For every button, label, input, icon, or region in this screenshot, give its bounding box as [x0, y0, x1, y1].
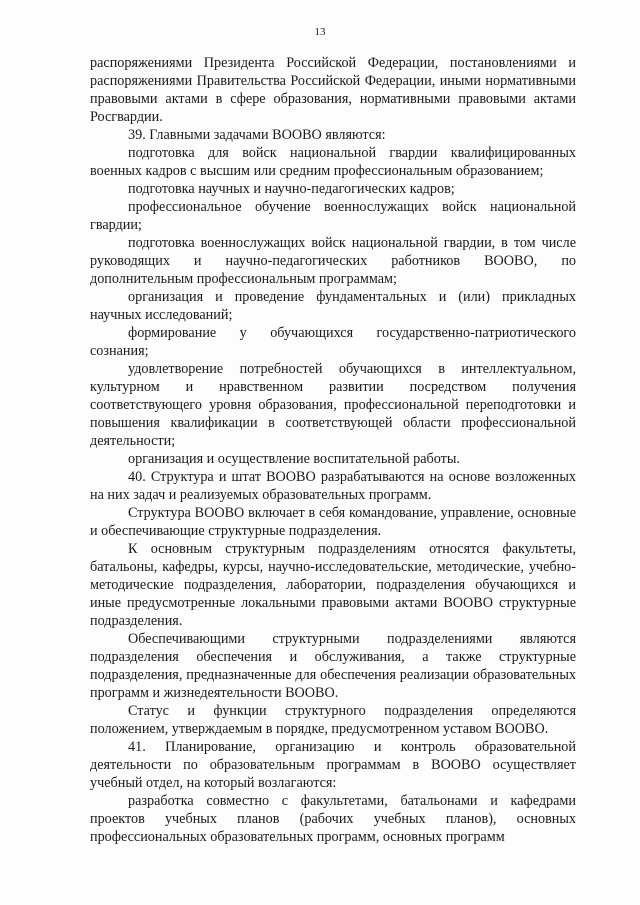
- paragraph: Статус и функции структурного подразделения определяются положением, утверждаемым в порядке, предусмотренном уставом ВООВО.: [90, 703, 576, 737]
- paragraph: удовлетворение потребностей обучающихся в интеллектуальном, культурном и нравственном развитии посредством получения соответствующего уровня образования, профессиональной переподготовки и повышения квалификации в соответствующей области профессиональной деятельности;: [90, 361, 576, 449]
- paragraph: К основным структурным подразделениям относятся факультеты, батальоны, кафедры, курсы, научно-исследовательские, методические, учебно-методические подразделения, лаборатории, подразделения обучающихся и иные предусмотренные локальными правовыми актами ВООВО структурные подразделения.: [90, 541, 576, 629]
- paragraph: организация и проведение фундаментальных и (или) прикладных научных исследований;: [90, 289, 576, 323]
- paragraph: подготовка военнослужащих войск национальной гвардии, в том числе руководящих и научно-педагогических работников ВООВО, по дополнительным профессиональным программам;: [90, 235, 576, 287]
- paragraph: 41. Планирование, организацию и контроль образовательной деятельности по образовательным программам в ВООВО осуществляет учебный отдел, на который возлагаются:: [90, 739, 576, 791]
- paragraph: формирование у обучающихся государственно-патриотического сознания;: [90, 325, 576, 359]
- paragraph: организация и осуществление воспитательной работы.: [128, 451, 460, 467]
- paragraph: Структура ВООВО включает в себя командование, управление, основные и обеспечивающие структурные подразделения.: [90, 505, 576, 539]
- paragraph: 39. Главными задачами ВООВО являются:: [128, 127, 386, 143]
- page-number: 13: [314, 26, 326, 38]
- paragraph: распоряжениями Президента Российской Федерации, постановлениями и распоряжениями Правительства Российской Федерации, иными нормативными правовыми актами в сфере образования, нормативными правовыми актами Росгвардии.: [90, 55, 576, 125]
- paragraph: профессиональное обучение военнослужащих войск национальной гвардии;: [90, 199, 576, 233]
- document-body: [90, 54, 576, 846]
- paragraph: подготовка научных и научно-педагогических кадров;: [128, 181, 455, 197]
- paragraph: 40. Структура и штат ВООВО разрабатываются на основе возложенных на них задач и реализуемых образовательных программ.: [90, 469, 576, 503]
- paragraph: разработка совместно с факультетами, батальонами и кафедрами проектов учебных планов (рабочих учебных планов), основных профессиональных образовательных программ, основных программ: [90, 793, 576, 845]
- paragraph: подготовка для войск национальной гвардии квалифицированных военных кадров с высшим или средним профессиональным образованием;: [90, 145, 576, 179]
- paragraph: Обеспечивающими структурными подразделениями являются подразделения обеспечения и обслуживания, а также структурные подразделения, предназначенные для обеспечения реализации образовательных программ и жизнедеятельности ВООВО.: [90, 631, 576, 701]
